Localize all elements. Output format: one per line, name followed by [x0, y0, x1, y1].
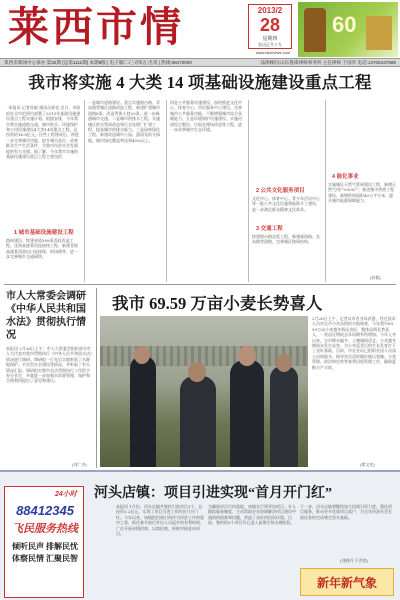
section1-body: 路网建设。续建省道308莱西段改造工程、沈海高速莱西连接线工程，新建青银高速莱西南出口连接线、机场路等，进一步完善城乡交通网络。 [6, 238, 78, 260]
hetoudian-headline: 河头店镇：项目引进实现“首月开门红” [94, 486, 332, 501]
weekday: 星期四 [262, 36, 278, 42]
person-3 [230, 360, 264, 467]
wheat-byline: (徐文亮) [360, 462, 375, 467]
hotline-24h: 24小时 [55, 491, 77, 498]
new-year-banner [300, 568, 394, 596]
wheat-photo [100, 316, 308, 467]
lead-col-3: 四是公共服务设施建设。加快推进文化中心、体育中心、市民服务中心建设，完善城市公共服务功能，不断增强城市综合承载能力。五是环境保护设施建设。实施河道综合整治、垃圾处理场改造等工程，进一步改善城市生态环境。 [170, 100, 242, 133]
npc-body: 本报讯 2月26日上午，市人大常委会组织部分市人大代表对我市贯彻执行《中华人民共和国水法》情况进行调研。调研组一行先后实地察看了水源地保护、节水型社会建设等情况，并听取了有关情况汇报。调研组对我市水法贯彻执行工作给予充分肯定，并就进一步加强水资源管理、保护和合理利用提出了意见和建议。 [6, 346, 92, 384]
person-4-head [276, 354, 292, 372]
section3-title: 3 交通工程 [256, 226, 283, 232]
ad-bottle [304, 8, 326, 52]
npc-title: 市人大常委会调研《中华人民共和国水法》贯彻执行情况 [6, 291, 86, 341]
hotline-number: 88412345 [16, 503, 74, 518]
section1-title: 1 城市基础设施建设工程 [14, 230, 74, 236]
person-1-head [134, 346, 150, 364]
hetoudian-col-3: 下一步，河头店镇将继续加大招商引资力度，强化项目服务，推动更多优质项目落户，为全年经济社会发展任务的完成奠定坚实基础。 [300, 504, 392, 520]
hetoudian-col-2: 为确保项目尽快落地，该镇实行领导包项目、专人跟踪服务制度，主动帮助企业协调解决项目建设中遇到的困难和问题，营造了良好的投资环境。目前，签约的3个项目均已进入前期手续办理阶段。 [208, 504, 296, 526]
lead-col-2: 一是城市道路建设。重点实施烟台路、青岛路等城区道路改造工程，新建扩建城市道路8条，改造背街小巷20条，进一步畅通城市交通。二是城市供排水工程。实施城区供水管网改造和污水处理厂扩建工程，提高城市供排水能力。三是园林绿化工程。新建改造城市公园、游园及街头绿地，城市绿化覆盖率达到40%以上。 [88, 100, 160, 143]
section4-body: 实施城区天然气管网建设工程，新增天然气用户5000户；推进集中供热工程建设，新增供热面积40万平方米，提升城市能源保障能力。 [328, 182, 396, 204]
hotline-name: 飞民服务热线 [12, 523, 78, 535]
npc-byline: (刘广杰) [72, 462, 87, 467]
day-number: 28 [259, 15, 281, 35]
info-left: 莱西市新闻中心承办 第32期 (总第1111期) 本期8版 | 电子版/二/三/四/五 出刊 | 热线:88470000 [4, 60, 192, 65]
hotline-slogan-1: 倾听民声 排解民忧 [12, 542, 78, 551]
section3-body: 续建烟台路北延工程，新建威海路、长岛路等道路，完善城区路网结构。 [252, 234, 320, 245]
person-3-head [238, 346, 256, 366]
lead-headline: 我市将实施 4 大类 14 项基础设施建设重点工程 [28, 73, 372, 92]
masthead [0, 0, 400, 57]
ad-box [366, 16, 392, 50]
lead-body: 本报讯 记者孙毅 通讯员崔亮 近日，市政府在全市范围内部署了2013年基础设施建设重点工程实施计划。根据安排，今年我市将实施道路交通、城市供水、环境保护和公用设施建设4大类14项重点工程，总投资约16.8亿元。这些工程建成后，将进一步完善城市功能，提升城市品位，改善群众生产生活条件，为我市经济社会发展提供有力支撑。据了解，今年我市实施的基础设施建设重点工程主要包括： [6, 105, 81, 160]
person-1 [130, 356, 156, 467]
bottom-band [0, 470, 400, 600]
person-2-head [188, 362, 206, 382]
section2-title: 2 公共文化服务项目 [256, 188, 305, 194]
website[interactable]: www.laixinews.com [255, 50, 291, 55]
masthead-title: 莱西市情 [8, 4, 184, 50]
masthead-ad [298, 2, 398, 57]
hotline-slogan-2: 体察民情 汇聚民智 [12, 554, 78, 563]
date-box [248, 4, 292, 49]
section4-title: 4 能化事业 [332, 174, 359, 180]
info-bar [0, 58, 400, 67]
ad-number: 60 [332, 12, 357, 37]
new-year-text: 新年新气象 [316, 576, 377, 590]
section2-body: 文化中心、体育中心、青少年活动中心等一批公共文化设施将陆续开工建设，进一步满足群众精神文化需求。 [252, 196, 320, 212]
person-4 [270, 366, 298, 467]
wheat-headline: 我市 69.59 万亩小麦长势喜人 [112, 294, 323, 313]
hotline-ad [4, 486, 84, 598]
wheat-body: 2月26日上午，记者从市农业局获悉，经过技术人员对全市小麦苗情的实地调查，今年我市69.59万亩小麦越冬情况良好，整体苗情长势喜人，一类苗比例较去年同期有所增加。今年入冬以来，全市降水偏多，土壤墒情适宜，小麦越冬期间未发生冻害，为小麦返青后的生长发育打下了良好基础。目前，市农业局已组织农技人员深入田间地头，指导农民适时做好镇压划锄、分类管理、防治病虫害等春季田间管理工作，确保夏粮丰产丰收。 [312, 316, 396, 370]
hetoudian-byline: (刘晓丹 于洪滨) [340, 558, 368, 563]
info-right: 法律顾问:山东鲁锋律师事务所 主任律师 于国华 电话:13705437588 [260, 60, 396, 65]
lead-byline: (孙毅) [370, 275, 381, 280]
year-month: 2013/2 [257, 6, 283, 15]
lunar-date: 农历正月十九 [258, 42, 282, 47]
hetoudian-col-1: 本报讯 1月份，河头店镇共签约引进项目3个，总投资3.2亿元，实现了项目引进工作的首月开门红。今年以来，该镇把招商引资作为经济工作的重中之重，抓住春节前后外出人员返乡的有利时机，广泛开展亲情招商、以商招商，积极对接意向项目。 [116, 504, 204, 537]
person-2 [180, 376, 216, 467]
